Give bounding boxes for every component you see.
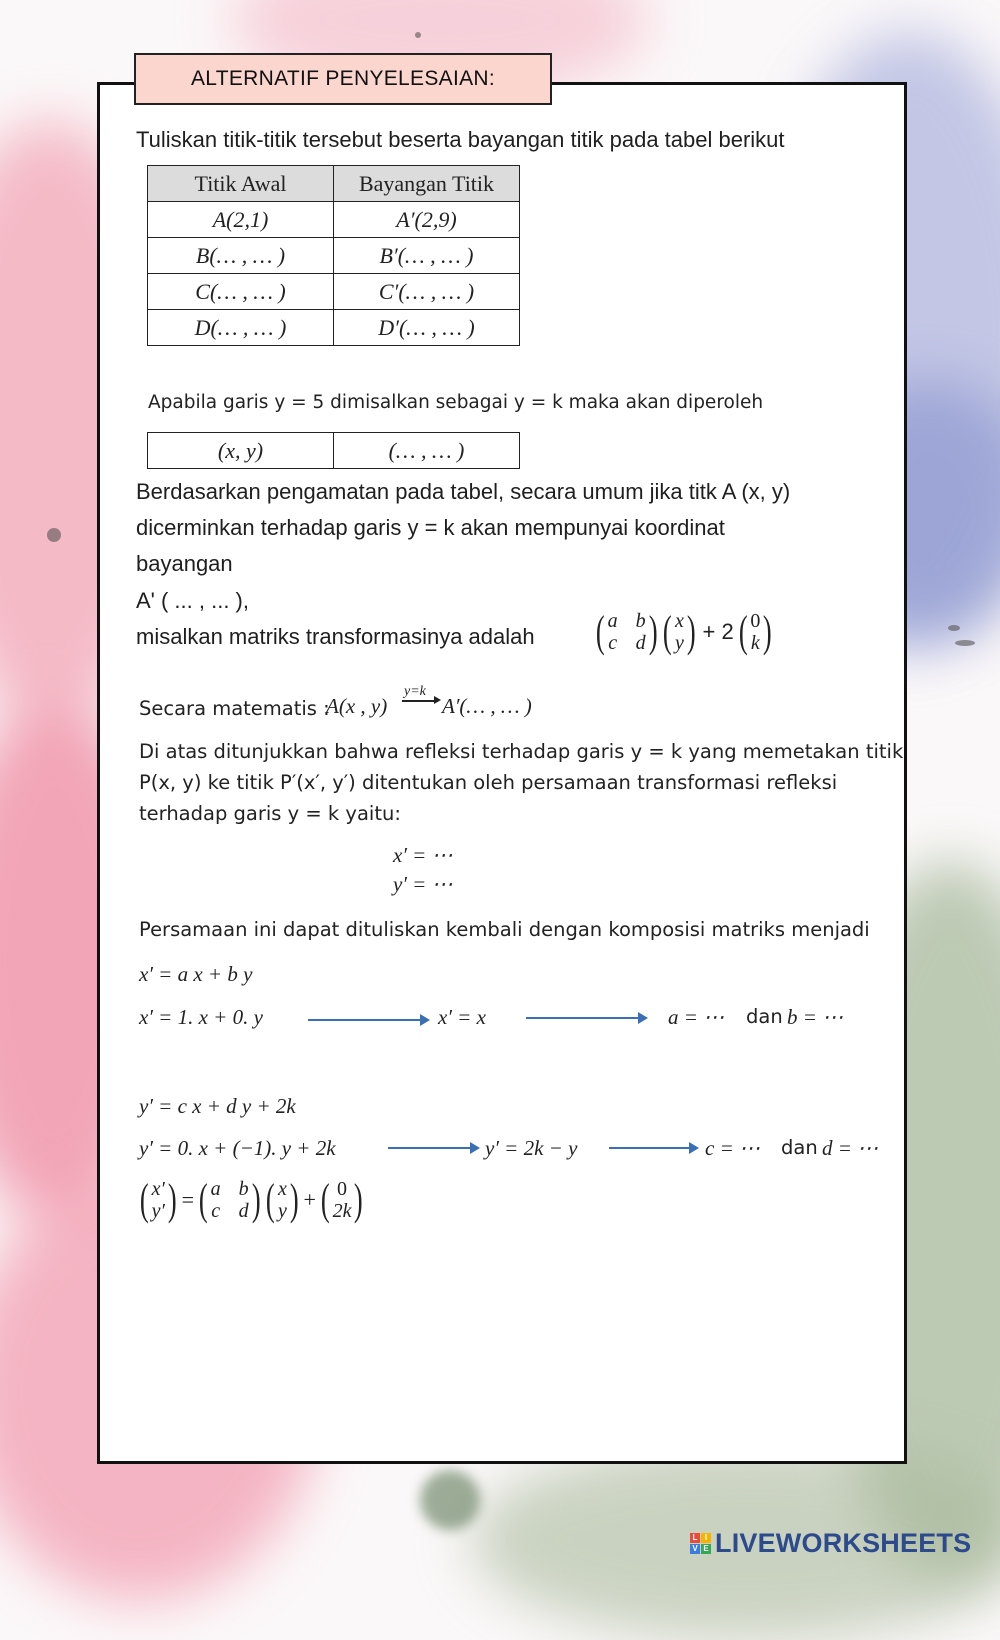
matrix-cell: d [635, 632, 646, 654]
paragraph-line: A' ( ... , ... ), [136, 588, 249, 613]
matrix-cell: c [608, 632, 618, 654]
table-cell: A′(2,9) [334, 202, 520, 238]
matrix-cell: d [238, 1200, 249, 1222]
mapping-arrow-icon [402, 700, 438, 702]
note-line: Apabila garis y = 5 dimisalkan sebagai y = k maka akan diperoleh [148, 392, 764, 413]
mapping-from: A(x , y) [326, 694, 388, 718]
final-matrix-equation [137, 1175, 366, 1224]
arrow-right-icon [526, 1017, 646, 1019]
arrow-right-icon [308, 1019, 428, 1021]
explanation-line: Di atas ditunjukkan bahwa refleksi terhadap garis y = k yang memetakan titik [139, 740, 904, 763]
table-row [148, 202, 520, 238]
ink-dot [415, 32, 421, 38]
matrix-cell: b [635, 610, 646, 632]
paragraph-line: misalkan matriks transformasinya adalah [136, 624, 535, 649]
arrow-right-icon [609, 1147, 697, 1149]
y-simplified: y′ = 2k − y [485, 1136, 578, 1160]
y-result-c: c = ⋯ [705, 1136, 760, 1160]
logo-letter: E [701, 1544, 711, 1554]
matrix-cell: c [211, 1200, 221, 1222]
matrix-cell: y [277, 1200, 287, 1222]
plus-operator: + 2 [702, 619, 734, 644]
table-cell: D(… , … ) [148, 310, 334, 346]
x-substituted: x′ = 1. x + 0. y [139, 1005, 263, 1029]
matrix-cell: y [674, 632, 684, 654]
table-cell: C(… , … ) [148, 274, 334, 310]
equals-operator: = [181, 1187, 194, 1212]
conjunction: dan [781, 1136, 818, 1159]
matrix-cell: 0 [337, 1178, 348, 1200]
plus-operator: + [303, 1187, 316, 1212]
vector-xprime-yprime: ( x′ y′ ) [139, 1175, 177, 1224]
table-header: Bayangan Titik [334, 166, 520, 202]
table-cell: C′(… , … ) [334, 274, 520, 310]
matrix-cell: a [607, 610, 618, 632]
y-result-d: d = ⋯ [822, 1136, 879, 1160]
matrix-cell: 2k [332, 1200, 352, 1222]
table-cell: A(2,1) [148, 202, 334, 238]
equation-x: x′ = ⋯ [393, 843, 453, 867]
x-result-a: a = ⋯ [668, 1005, 725, 1029]
table-cell: (x, y) [148, 433, 334, 469]
paragraph-line: dicerminkan terhadap garis y = k akan mempunyai koordinat [136, 515, 725, 540]
matrix-cell: k [750, 632, 760, 654]
table-cell: (… , … ) [334, 433, 520, 469]
instruction-text: Tuliskan titik-titik tersebut beserta bayangan titik pada tabel berikut [136, 127, 785, 152]
mapping-to: A′(… , … ) [442, 694, 532, 718]
table-row [148, 274, 520, 310]
matrix-cell: b [238, 1178, 249, 1200]
y-general: y′ = c x + d y + 2k [139, 1094, 296, 1118]
explanation-line: P(x, y) ke titik P′(x′, y′) ditentukan oleh persamaan transformasi refleksi [139, 771, 838, 794]
x-simplified: x′ = x [438, 1005, 486, 1029]
ink-dot [955, 640, 975, 646]
vector-0k: ( 0 k ) [738, 607, 773, 656]
mapping-prefix: Secara matematis : [139, 697, 330, 720]
ink-dot [948, 625, 960, 631]
paragraph-line: bayangan [136, 551, 233, 576]
table-header: Titik Awal [148, 166, 334, 202]
equation-y: y′ = ⋯ [393, 872, 453, 896]
section-title-text: ALTERNATIF PENYELESAIAN: [191, 67, 495, 90]
x-result-b: b = ⋯ [787, 1005, 844, 1029]
table-cell: B′(… , … ) [334, 238, 520, 274]
ink-dot [47, 528, 61, 542]
section-title [134, 53, 552, 105]
matrix-cell: a [210, 1178, 221, 1200]
rewrite-text: Persamaan ini dapat dituliskan kembali dengan komposisi matriks menjadi [139, 918, 870, 941]
arrow-right-icon [388, 1147, 478, 1149]
table-row [148, 433, 520, 469]
matrix-cell: y′ [151, 1200, 165, 1222]
conjunction: dan [746, 1005, 783, 1028]
mapping-arrow-head-icon [434, 696, 441, 704]
matrix-cell: x′ [151, 1178, 165, 1200]
table-cell: B(… , … ) [148, 238, 334, 274]
explanation-line: terhadap garis y = k yaitu: [139, 802, 401, 825]
vector-0-2k: ( 0 2k ) [320, 1175, 364, 1224]
table-cell: D′(… , … ) [334, 310, 520, 346]
brand-name: LIVEWORKSHEETS [715, 1528, 972, 1558]
mapping-over: y=k [404, 684, 426, 699]
logo-letter: L [690, 1533, 700, 1543]
vector-xy: ( x y ) [266, 1175, 299, 1224]
points-table [147, 165, 520, 346]
x-general: x′ = a x + b y [139, 962, 253, 986]
table-row [148, 310, 520, 346]
y-substituted: y′ = 0. x + (−1). y + 2k [139, 1136, 336, 1160]
logo-letter: V [690, 1544, 700, 1554]
transformation-matrix-expr [593, 607, 775, 656]
matrix-cell: 0 [750, 610, 761, 632]
vector-xy: ( x y ) [663, 607, 696, 656]
liveworksheets-logo[interactable] [690, 1528, 971, 1559]
matrix-abcd: ( a b c d ) [595, 607, 658, 656]
bg-green-splash [420, 1470, 480, 1530]
paragraph-line: Berdasarkan pengamatan pada tabel, secara umum jika titk A (x, y) [136, 479, 791, 504]
matrix-abcd: ( a b c d ) [198, 1175, 261, 1224]
logo-letter: I [701, 1533, 711, 1543]
table-row [148, 238, 520, 274]
matrix-cell: x [674, 610, 684, 632]
matrix-cell: x [277, 1178, 287, 1200]
general-point-table [147, 432, 520, 469]
logo-grid-icon [690, 1533, 711, 1554]
